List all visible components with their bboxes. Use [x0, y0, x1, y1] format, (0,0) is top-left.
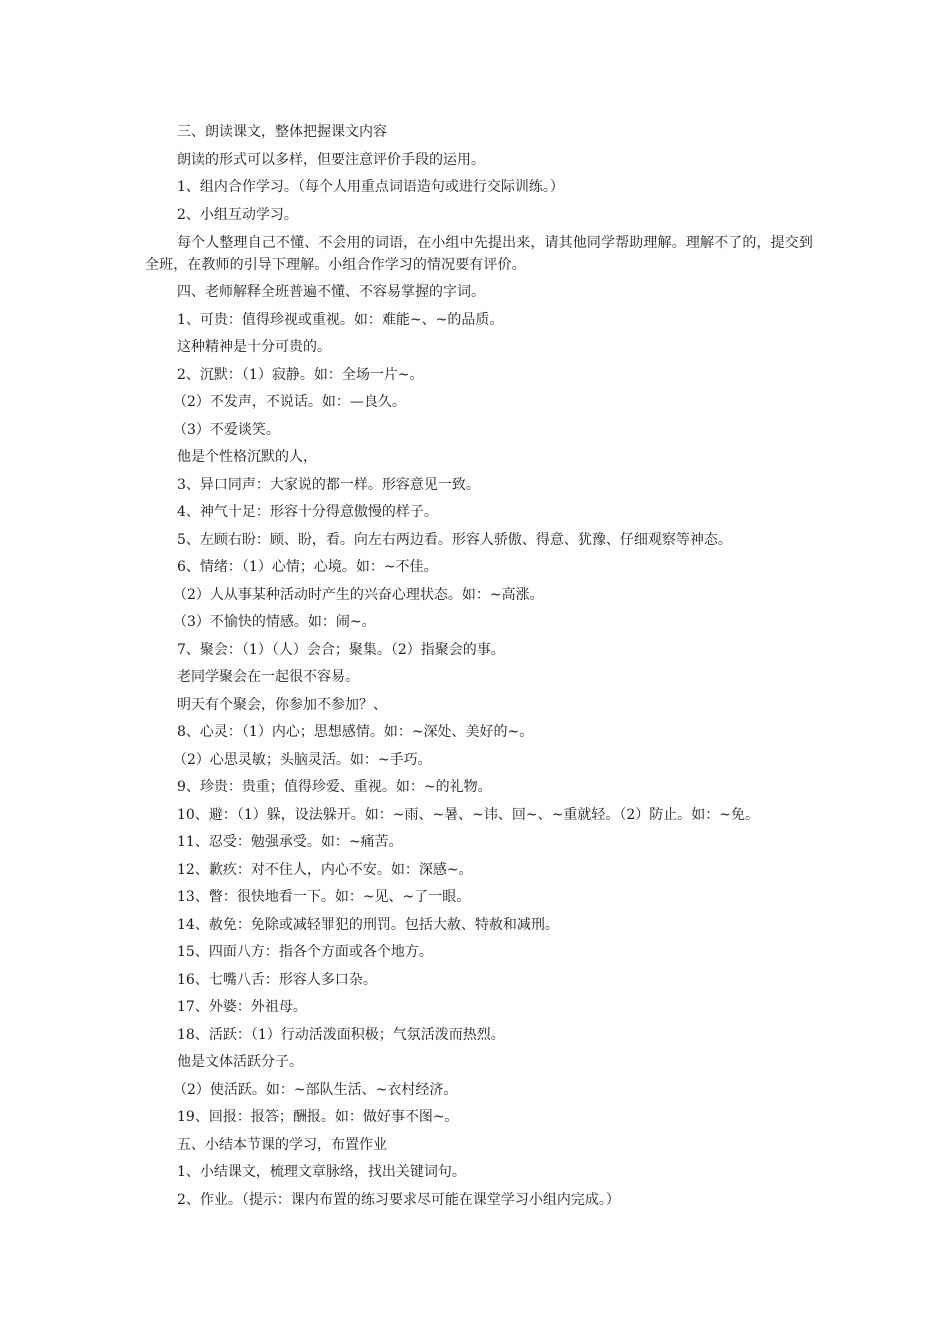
text-line: 11、忍受：勉强承受。如：~痛苦。 [177, 834, 403, 850]
sub-item-line: （2）人从事某种活动时产生的兴奋心理状态。如：~高涨。 [173, 586, 544, 603]
text-line: 7、聚会：（1）（人）会合；聚集。（2）指聚会的事。 [177, 641, 505, 658]
text-line: 他是个性格沉默的人， [177, 449, 317, 465]
sub-item-line: （3）不愉快的情感。如：闹~。 [173, 614, 376, 630]
text-line: 18、活跃：（1）行动活泼面积极；气氛活泼而热烈。 [177, 1026, 505, 1043]
text-line: 他是文体活跃分子。 [177, 1054, 303, 1070]
sub-item-line: （2）心思灵敏；头脑灵活。如：~手巧。 [173, 751, 432, 768]
text-line: 17、外婆：外祖母。 [177, 999, 307, 1015]
text-line: 13、瞥：很快地看一下。如：~见、~了一眼。 [177, 889, 471, 905]
text-line: 15、四面八方：指各个方面或各个地方。 [177, 944, 433, 960]
text-line: 1、组内合作学习。（每个人用重点词语造句或进行交际训练。） [177, 179, 564, 195]
text-line: 6、情绪：（1）心情；心境。如：~不佳。 [177, 559, 438, 575]
text-line: 五、小结本节课的学习，布置作业 [177, 1136, 387, 1153]
text-line: 5、左顾右盼：顾、盼，看。向左右两边看。形容人骄傲、得意、犹豫、仔细观察等神态。 [177, 531, 732, 548]
text-line: 16、七嘴八舌：形容人多口杂。 [177, 971, 377, 988]
text-line: 8、心灵：（1）内心；思想感情。如：~深处、美好的~。 [177, 724, 534, 740]
text-line: 2、作业。（提示：课内布置的练习要求尽可能在课堂学习小组内完成。） [177, 1191, 620, 1208]
text-line: 1、可贵：值得珍视或重视。如：难能~、~的品质。 [177, 311, 504, 328]
text-line: 三、朗读课文，整体把握课文内容 [177, 124, 387, 140]
document-body [145, 119, 813, 1214]
text-line: 10、避：（1）躲，设法躲开。如：~雨、~暑、~讳、回~、~重就轻。（2）防止。如：~免。 [177, 806, 760, 823]
text-line: 12、歉疚：对不住人，内心不安。如：深感~。 [177, 861, 473, 878]
text-line: 明天有个聚会，你参加不参加？、 [177, 696, 387, 713]
text-line: 19、回报：报答；酬报。如：做好事不图~。 [177, 1109, 459, 1125]
text-line: 2、沉默：（1）寂静。如：全场一片~。 [177, 366, 424, 383]
paragraph: 每个人整理自己不懂、不会用的词语，在小组中先提出来，请其他同学帮助理解。理解不了的，提交到全班，在教师的引导下理解。小组合作学习的情况要有评价。 [145, 235, 813, 273]
text-line: 14、赦免：免除或减轻罪犯的刑罚。包括大赦、特赦和减刑。 [177, 916, 559, 933]
text-line: 四、老师解释全班普遍不懂、不容易掌握的字词。 [177, 284, 485, 300]
sub-item-line: （2）使活跃。如：~部队生活、~衣村经济。 [173, 1081, 458, 1098]
text-line: 老同学聚会在一起很不容易。 [177, 669, 359, 685]
text-line: 1、小结课文，梳理文章脉络，找出关键词句。 [177, 1164, 466, 1180]
text-line: 朗读的形式可以多样，但要注意评价手段的运用。 [177, 151, 485, 168]
sub-item-line: （2）不发声，不说话。如：—良久。 [173, 394, 406, 410]
text-line: 3、异口同声：大家说的都一样。形容意见一致。 [177, 476, 480, 493]
text-line: 9、珍贵：贵重；值得珍爱、重视。如：~的礼物。 [177, 779, 492, 795]
sub-item-line: （3）不爱谈笑。 [173, 421, 280, 438]
text-line: 4、神气十足：形容十分得意傲慢的样子。 [177, 504, 438, 520]
text-line: 2、小组互动学习。 [177, 206, 298, 223]
text-line: 这种精神是十分可贵的。 [177, 339, 331, 355]
